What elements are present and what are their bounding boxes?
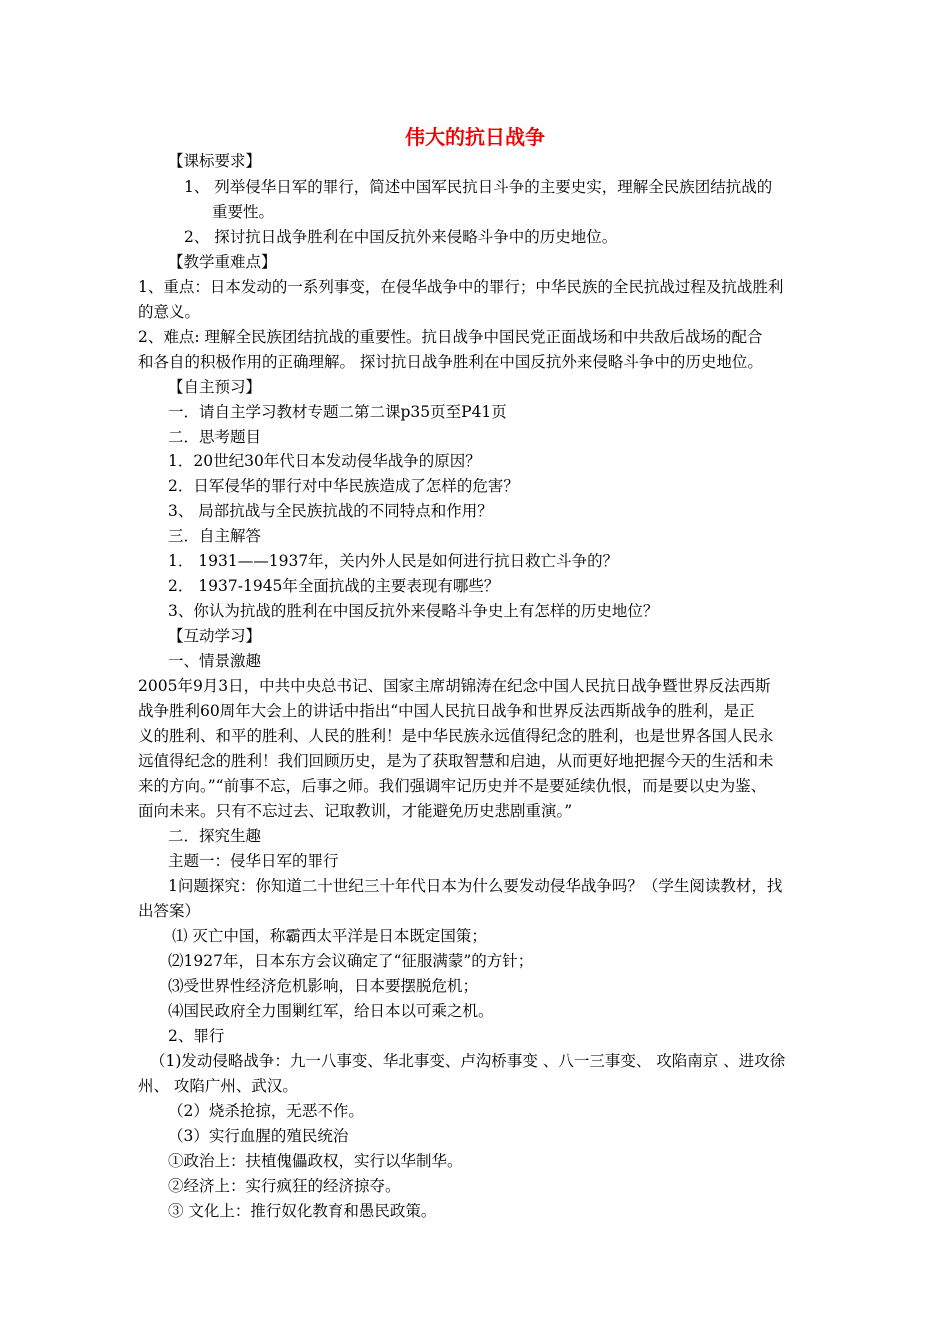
paragraph-line: ⑶受世界性经济危机影响，日本要摆脱危机； xyxy=(168,977,479,995)
paragraph-line: 三．自主解答 xyxy=(168,527,262,545)
paragraph-line: 3、你认为抗战的胜利在中国反抗外来侵略斗争史上有怎样的历史地位？ xyxy=(168,602,659,620)
paragraph-line: 1、重点：日本发动的一系列事变，在侵华战争中的罪行；中华民族的全民抗战过程及抗战胜利 xyxy=(138,278,784,296)
paragraph-line: 1． 1931——1937年，关内外人民是如何进行抗日救亡斗争的？ xyxy=(168,552,619,570)
paragraph-line: ①政治上：扶植傀儡政权，实行以华制华。 xyxy=(168,1152,463,1170)
paragraph-line: 二．思考题目 xyxy=(168,428,262,446)
paragraph-line: ⑵1927年，日本东方会议确定了“征服满蒙”的方针； xyxy=(168,952,534,970)
paragraph-line: 二．探究生趣 xyxy=(168,827,262,845)
paragraph-line: 一、情景激趣 xyxy=(168,652,262,670)
paragraph-line: 来的方向。”“前事不忘，后事之师。我们强调牢记历史并不是要延续仇恨，而是要以史为鉴、 xyxy=(138,777,767,795)
paragraph-line: 2． 1937-1945年全面抗战的主要表现有哪些？ xyxy=(168,577,500,595)
paragraph-line: 1问题探究：你知道二十世纪三十年代日本为什么要发动侵华战争吗？（学生阅读教材，找 xyxy=(168,877,783,895)
section-heading: 【互动学习】 xyxy=(168,627,262,645)
paragraph-line: 的意义。 xyxy=(138,303,201,321)
paragraph-line: ⑴ 灭亡中国，称霸西太平洋是日本既定国策； xyxy=(172,927,487,945)
paragraph-line: 义的胜利、和平的胜利、人民的胜利！是中华民族永远值得纪念的胜利，也是世界各国人民永 xyxy=(138,727,774,745)
paragraph-line: 远值得纪念的胜利！我们回顾历史，是为了获取智慧和启迪，从而更好地把握今天的生活和未 xyxy=(138,752,774,770)
paragraph-line: ③ 文化上：推行奴化教育和愚民政策。 xyxy=(168,1202,437,1220)
paragraph-line: 面向未来。只有不忘过去、记取教训，才能避免历史悲剧重演。” xyxy=(138,802,573,820)
paragraph-line: 3、 局部抗战与全民族抗战的不同特点和作用？ xyxy=(168,502,493,520)
paragraph-line: 州、 攻陷广州、武汉。 xyxy=(138,1077,298,1095)
paragraph-line: 2、难点: 理解全民族团结抗战的重要性。抗日战争中国民党正面战场和中共敌后战场的配合 xyxy=(138,328,763,346)
paragraph-line: 2、 探讨抗日战争胜利在中国反抗外来侵略斗争中的历史地位。 xyxy=(184,228,618,246)
paragraph-line: 一．请自主学习教材专题二第二课p35页至P41页 xyxy=(168,403,507,421)
paragraph-line: 2005年9月3日，中共中央总书记、国家主席胡锦涛在纪念中国人民抗日战争暨世界反法西斯 xyxy=(138,677,771,695)
paragraph-line: 1、 列举侵华日军的罪行，简述中国军民抗日斗争的主要史实，理解全民族团结抗战的 xyxy=(184,178,773,196)
paragraph-line: 和各自的积极作用的正确理解。 探讨抗日战争胜利在中国反抗外来侵略斗争中的历史地位。 xyxy=(138,353,763,371)
paragraph-line: ⑷国民政府全力围剿红军，给日本以可乘之机。 xyxy=(168,1002,494,1020)
section-heading: 【教学重难点】 xyxy=(168,253,277,271)
paragraph-line: （1)发动侵略战争：九一八事变、华北事变、卢沟桥事变 、八一三事变、 攻陷南京 、进攻徐 xyxy=(150,1052,786,1070)
paragraph-line: 2、罪行 xyxy=(168,1027,225,1045)
section-heading: 【课标要求】 xyxy=(168,152,262,170)
paragraph-line: 主题一：侵华日军的罪行 xyxy=(168,852,339,870)
paragraph-line: （3）实行血腥的殖民统治 xyxy=(168,1127,349,1145)
paragraph-line: 出答案） xyxy=(138,902,201,920)
paragraph-line: 战争胜利60周年大会上的讲话中指出“中国人民抗日战争和世界反法西斯战争的胜利，是正 xyxy=(138,702,755,720)
paragraph-line: ②经济上：实行疯狂的经济掠夺。 xyxy=(168,1177,401,1195)
paragraph-line: （2）烧杀抢掠，无恶不作。 xyxy=(168,1102,364,1120)
paragraph-line: 2．日军侵华的罪行对中华民族造成了怎样的危害？ xyxy=(168,477,519,495)
section-heading: 【自主预习】 xyxy=(168,378,262,396)
paragraph-line: 重要性。 xyxy=(212,203,275,221)
paragraph-line: 1．20世纪30年代日本发动侵华战争的原因？ xyxy=(168,452,481,470)
document-title: 伟大的抗日战争 xyxy=(405,125,545,149)
